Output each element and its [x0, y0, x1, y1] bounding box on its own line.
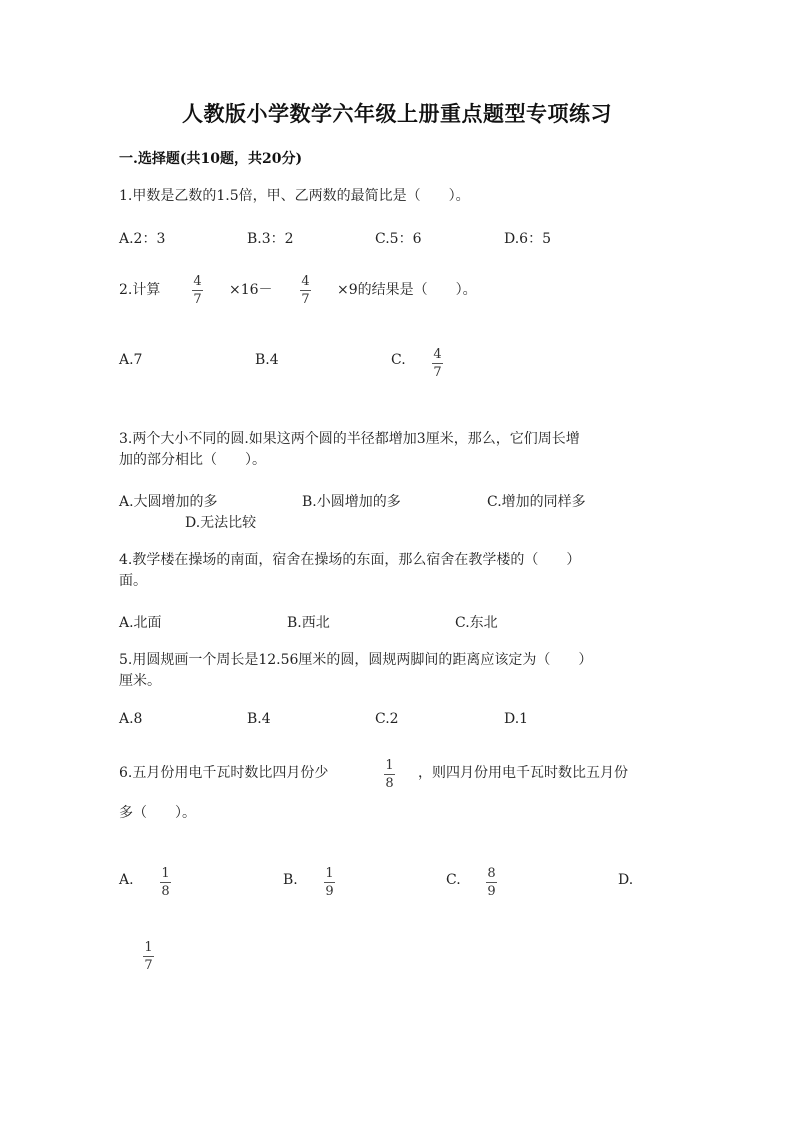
question-5-stem-line-2: 厘米。	[119, 673, 161, 689]
question-2-option-c: C.	[391, 352, 406, 368]
question-6-stem-suffix: ，则四月份用电千瓦时数比五月份	[418, 765, 628, 781]
question-5-option-c: C.2	[375, 711, 399, 727]
page-title: 人教版小学数学六年级上册重点题型专项练习	[182, 101, 612, 126]
question-6-option-a-fraction: 1 8	[161, 866, 170, 899]
question-5-option-d: D.1	[504, 711, 529, 727]
question-1-option-c: C.5：6	[375, 231, 422, 247]
question-3-stem-line-1: 3.两个大小不同的圆.如果这两个圆的半径都增加3厘米，那么，它们周长增	[119, 431, 580, 447]
question-2-stem-prefix: 2.计算	[119, 282, 161, 298]
question-6-option-d: D.	[618, 872, 634, 888]
question-2-stem-mid: ×16－	[229, 282, 273, 298]
question-6-fraction: 1 8	[385, 758, 394, 791]
question-6-option-c: C.	[446, 872, 461, 888]
question-5-option-a: A.8	[119, 711, 143, 727]
question-6-stem-prefix: 6.五月份用电千瓦时数比四月份少	[119, 765, 329, 781]
question-1-stem: 1.甲数是乙数的1.5倍，甲、乙两数的最简比是（ ）。	[119, 188, 470, 204]
question-4-stem-line-1: 4.教学楼在操场的南面，宿舍在操场的东面，那么宿舍在教学楼的（ ）	[119, 552, 581, 568]
question-2-fraction-2: 4 7	[301, 274, 310, 307]
question-1-option-b: B.3：2	[247, 231, 294, 247]
question-6-option-b-fraction: 1 9	[325, 866, 334, 899]
question-1-option-a: A.2：3	[119, 231, 166, 247]
question-3-option-d: D.无法比较	[185, 515, 257, 531]
question-6-option-d-fraction: 1 7	[144, 940, 153, 973]
question-3-option-c: C.增加的同样多	[487, 494, 586, 510]
question-6-stem-line-2: 多（ ）。	[119, 805, 196, 821]
question-1-option-d: D.6：5	[504, 231, 551, 247]
question-6-option-c-fraction: 8 9	[487, 866, 496, 899]
question-4-option-c: C.东北	[455, 615, 498, 631]
question-2-option-a: A.7	[119, 352, 143, 368]
question-6-option-a: A.	[119, 872, 134, 888]
question-4-option-b: B.西北	[287, 615, 330, 631]
question-2-option-c-fraction: 4 7	[433, 347, 442, 380]
section-heading: 一.选择题(共10题，共20分)	[119, 151, 303, 167]
question-2-fraction-1: 4 7	[193, 274, 202, 307]
question-2-stem-suffix: ×9的结果是（ ）。	[337, 282, 477, 298]
question-4-option-a: A.北面	[119, 615, 162, 631]
question-6-option-b: B.	[283, 872, 298, 888]
question-3-stem-line-2: 加的部分相比（ ）。	[119, 452, 266, 468]
question-4-stem-line-2: 面。	[119, 573, 147, 589]
question-3-option-a: A.大圆增加的多	[119, 494, 218, 510]
question-2-option-b: B.4	[255, 352, 279, 368]
question-5-option-b: B.4	[247, 711, 271, 727]
question-3-option-b: B.小圆增加的多	[302, 494, 401, 510]
question-5-stem-line-1: 5.用圆规画一个周长是12.56厘米的圆，圆规两脚间的距离应该定为（ ）	[119, 652, 593, 668]
